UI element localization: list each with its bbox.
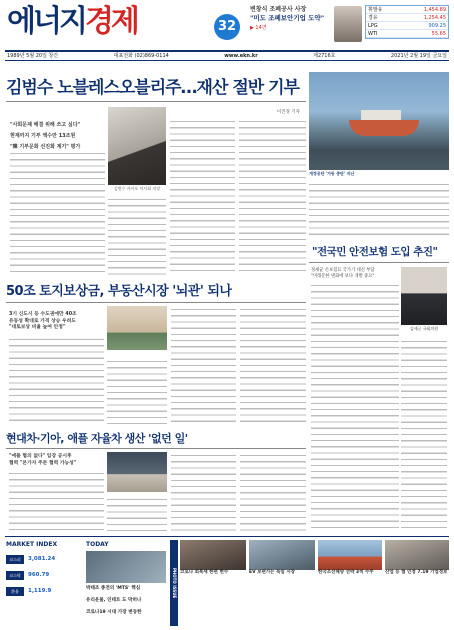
quote-headline[interactable]: "전국민 안전보험 도입 추진" bbox=[312, 246, 438, 258]
photo-thumb[interactable] bbox=[249, 540, 315, 576]
thumb-caption: EV 보편가는 독일 시장 bbox=[249, 570, 296, 575]
newspaper-logo bbox=[7, 4, 137, 40]
phone-number: 대표전화 (02)869-0114 bbox=[113, 53, 169, 59]
today-item[interactable]: 박태조 종전의 'MTS' 핵심 bbox=[86, 586, 141, 591]
today-item[interactable]: 유리운물, 인테트 도 막히나 bbox=[86, 598, 142, 603]
today-item[interactable]: 코로나19 시대 가장 변동한 bbox=[86, 610, 142, 615]
land-body-column-1 bbox=[9, 336, 104, 424]
quote-subhead-2: "미래문한 변화에 보다 개발 중요" bbox=[311, 274, 375, 279]
thumb-caption: 산업 등 협 인정 7.19 기업정보 bbox=[385, 570, 448, 575]
price-row: 경유 1,254.45 bbox=[368, 15, 446, 21]
quote-body-column-1 bbox=[311, 282, 399, 530]
land-subhead-1: 3기 신도시 등 수도권에만 40조 bbox=[9, 312, 77, 317]
market-label: 코스닥 bbox=[6, 571, 24, 580]
today-photo bbox=[86, 551, 166, 583]
market-value: 3,081.24 bbox=[28, 556, 56, 562]
logo-part-economy: 경제 bbox=[84, 4, 137, 39]
car-body-column-2 bbox=[107, 496, 167, 532]
lead-body-column-2 bbox=[108, 196, 166, 275]
logo-part-energy: 에너지 bbox=[7, 4, 85, 39]
quote-body-column-2 bbox=[401, 338, 447, 530]
interview-portrait bbox=[334, 6, 362, 42]
lead-body-column-3 bbox=[170, 118, 235, 275]
land-headline[interactable]: 50조 토지보상금, 부동산시장 '뇌관' 되나 bbox=[6, 284, 232, 299]
market-label: 환율 bbox=[6, 587, 24, 596]
ship-hull-shape bbox=[349, 120, 419, 136]
thumb-image bbox=[180, 540, 246, 570]
lead-headline[interactable]: 김범수 노블레스오블리주…재산 절반 기부 bbox=[6, 78, 299, 98]
quote-portrait-caption: 김세군 국회의원 bbox=[409, 326, 439, 331]
interview-line-2: "미도 조폐보안기업 도약" bbox=[250, 14, 325, 22]
divider bbox=[6, 302, 306, 303]
lead-body-column-4 bbox=[239, 118, 306, 275]
market-value: 960.79 bbox=[28, 572, 50, 578]
market-row bbox=[6, 585, 86, 597]
interview-page-ref: ▶ 14면 bbox=[250, 25, 267, 31]
quote-subhead-1: 정세균 손보험료 국가가 대신 부담 bbox=[311, 268, 375, 273]
fuel-price-box bbox=[365, 5, 449, 39]
car-headline[interactable]: 현대차·기아, 애플 자율차 생산 '없던 일' bbox=[6, 432, 188, 445]
ship-photo bbox=[309, 72, 449, 170]
market-value: 1,119.9 bbox=[28, 588, 52, 594]
interview-line-1: 변창식 조폐공사 사장 bbox=[250, 6, 307, 13]
market-row bbox=[6, 569, 86, 581]
car-body-column-4 bbox=[240, 452, 306, 532]
land-body-column-3 bbox=[171, 306, 236, 424]
land-body-column-2 bbox=[107, 358, 167, 424]
quote-subheads bbox=[311, 268, 399, 280]
photo-issue-label: PHOTO ISSUE bbox=[170, 540, 178, 626]
divider bbox=[5, 536, 449, 537]
car-photo bbox=[107, 452, 167, 492]
land-body-column-4 bbox=[240, 306, 306, 424]
photo-thumb[interactable] bbox=[318, 540, 382, 576]
market-index-heading: MARKET INDEX bbox=[6, 541, 58, 548]
issue-date: 2021년 2월 19일 금요일 bbox=[390, 53, 447, 59]
lead-subhead-3: "韓 기부문화 선진화 계기" 평가 bbox=[10, 144, 81, 150]
ship-caption-title: 개정공단 '가동 중단' 지난 bbox=[309, 171, 355, 176]
today-heading: TODAY bbox=[86, 541, 109, 548]
lead-reporter: 이진경 기자 bbox=[276, 110, 300, 115]
thumb-image bbox=[249, 540, 315, 570]
price-row: LPG 909.25 bbox=[368, 23, 446, 29]
issue-number: 제2716호 bbox=[313, 53, 336, 59]
lead-body-column-1 bbox=[10, 150, 105, 275]
photo-thumb[interactable] bbox=[385, 540, 449, 576]
ship-caption-text bbox=[309, 181, 449, 239]
website-url[interactable]: www.ekn.kr bbox=[224, 53, 258, 59]
lead-photo-caption: 김범수 카카오 이사회 의장 bbox=[113, 186, 161, 191]
issue-info-bar bbox=[5, 50, 449, 61]
masthead-interview-teaser[interactable] bbox=[250, 6, 332, 42]
ship-photo-caption bbox=[309, 171, 449, 177]
price-row: 휘발유 1,454.89 bbox=[368, 7, 446, 13]
market-row bbox=[6, 553, 86, 565]
land-subhead-3: "대토보상 비율 높여 안정" bbox=[9, 325, 66, 330]
anniversary-badge: 32 bbox=[214, 14, 240, 40]
thumb-image bbox=[385, 540, 449, 570]
divider bbox=[309, 262, 449, 263]
lead-photo bbox=[108, 107, 166, 185]
divider bbox=[6, 101, 306, 102]
photo-thumb[interactable] bbox=[180, 540, 246, 576]
price-row: WTI 55.65 bbox=[368, 31, 446, 37]
land-subheads bbox=[9, 312, 104, 332]
ship-deck-shape bbox=[361, 110, 401, 120]
car-subhead-2: 협력 "본가자 주문 협력 가능성" bbox=[9, 460, 77, 466]
car-subhead-1: "애플 협의 없다" 입장 공시후 bbox=[9, 454, 72, 459]
thumb-image bbox=[318, 540, 382, 570]
car-subheads bbox=[9, 454, 104, 467]
market-label: 코스피 bbox=[6, 555, 24, 564]
lead-subhead-2: 현재까지 기부 액수만 13조원 bbox=[10, 133, 76, 139]
quote-portrait bbox=[401, 267, 447, 325]
car-body-column-1 bbox=[9, 470, 104, 532]
land-subhead-2: 유동성 확대로 가격 상승 우려도 bbox=[9, 318, 76, 324]
car-body-column-3 bbox=[171, 452, 236, 532]
thumb-caption: 한국조선해양 선박 3척 수주 bbox=[318, 570, 374, 575]
lead-subhead-1: "사회문제 해결 위해 쓰고 싶다" bbox=[10, 122, 81, 128]
founded-date: 1989년 5월 20일 창간 bbox=[7, 53, 59, 59]
divider bbox=[6, 448, 306, 449]
land-photo bbox=[107, 306, 167, 350]
thumb-caption: 코로나 회복세 한편 변수 bbox=[180, 570, 229, 575]
